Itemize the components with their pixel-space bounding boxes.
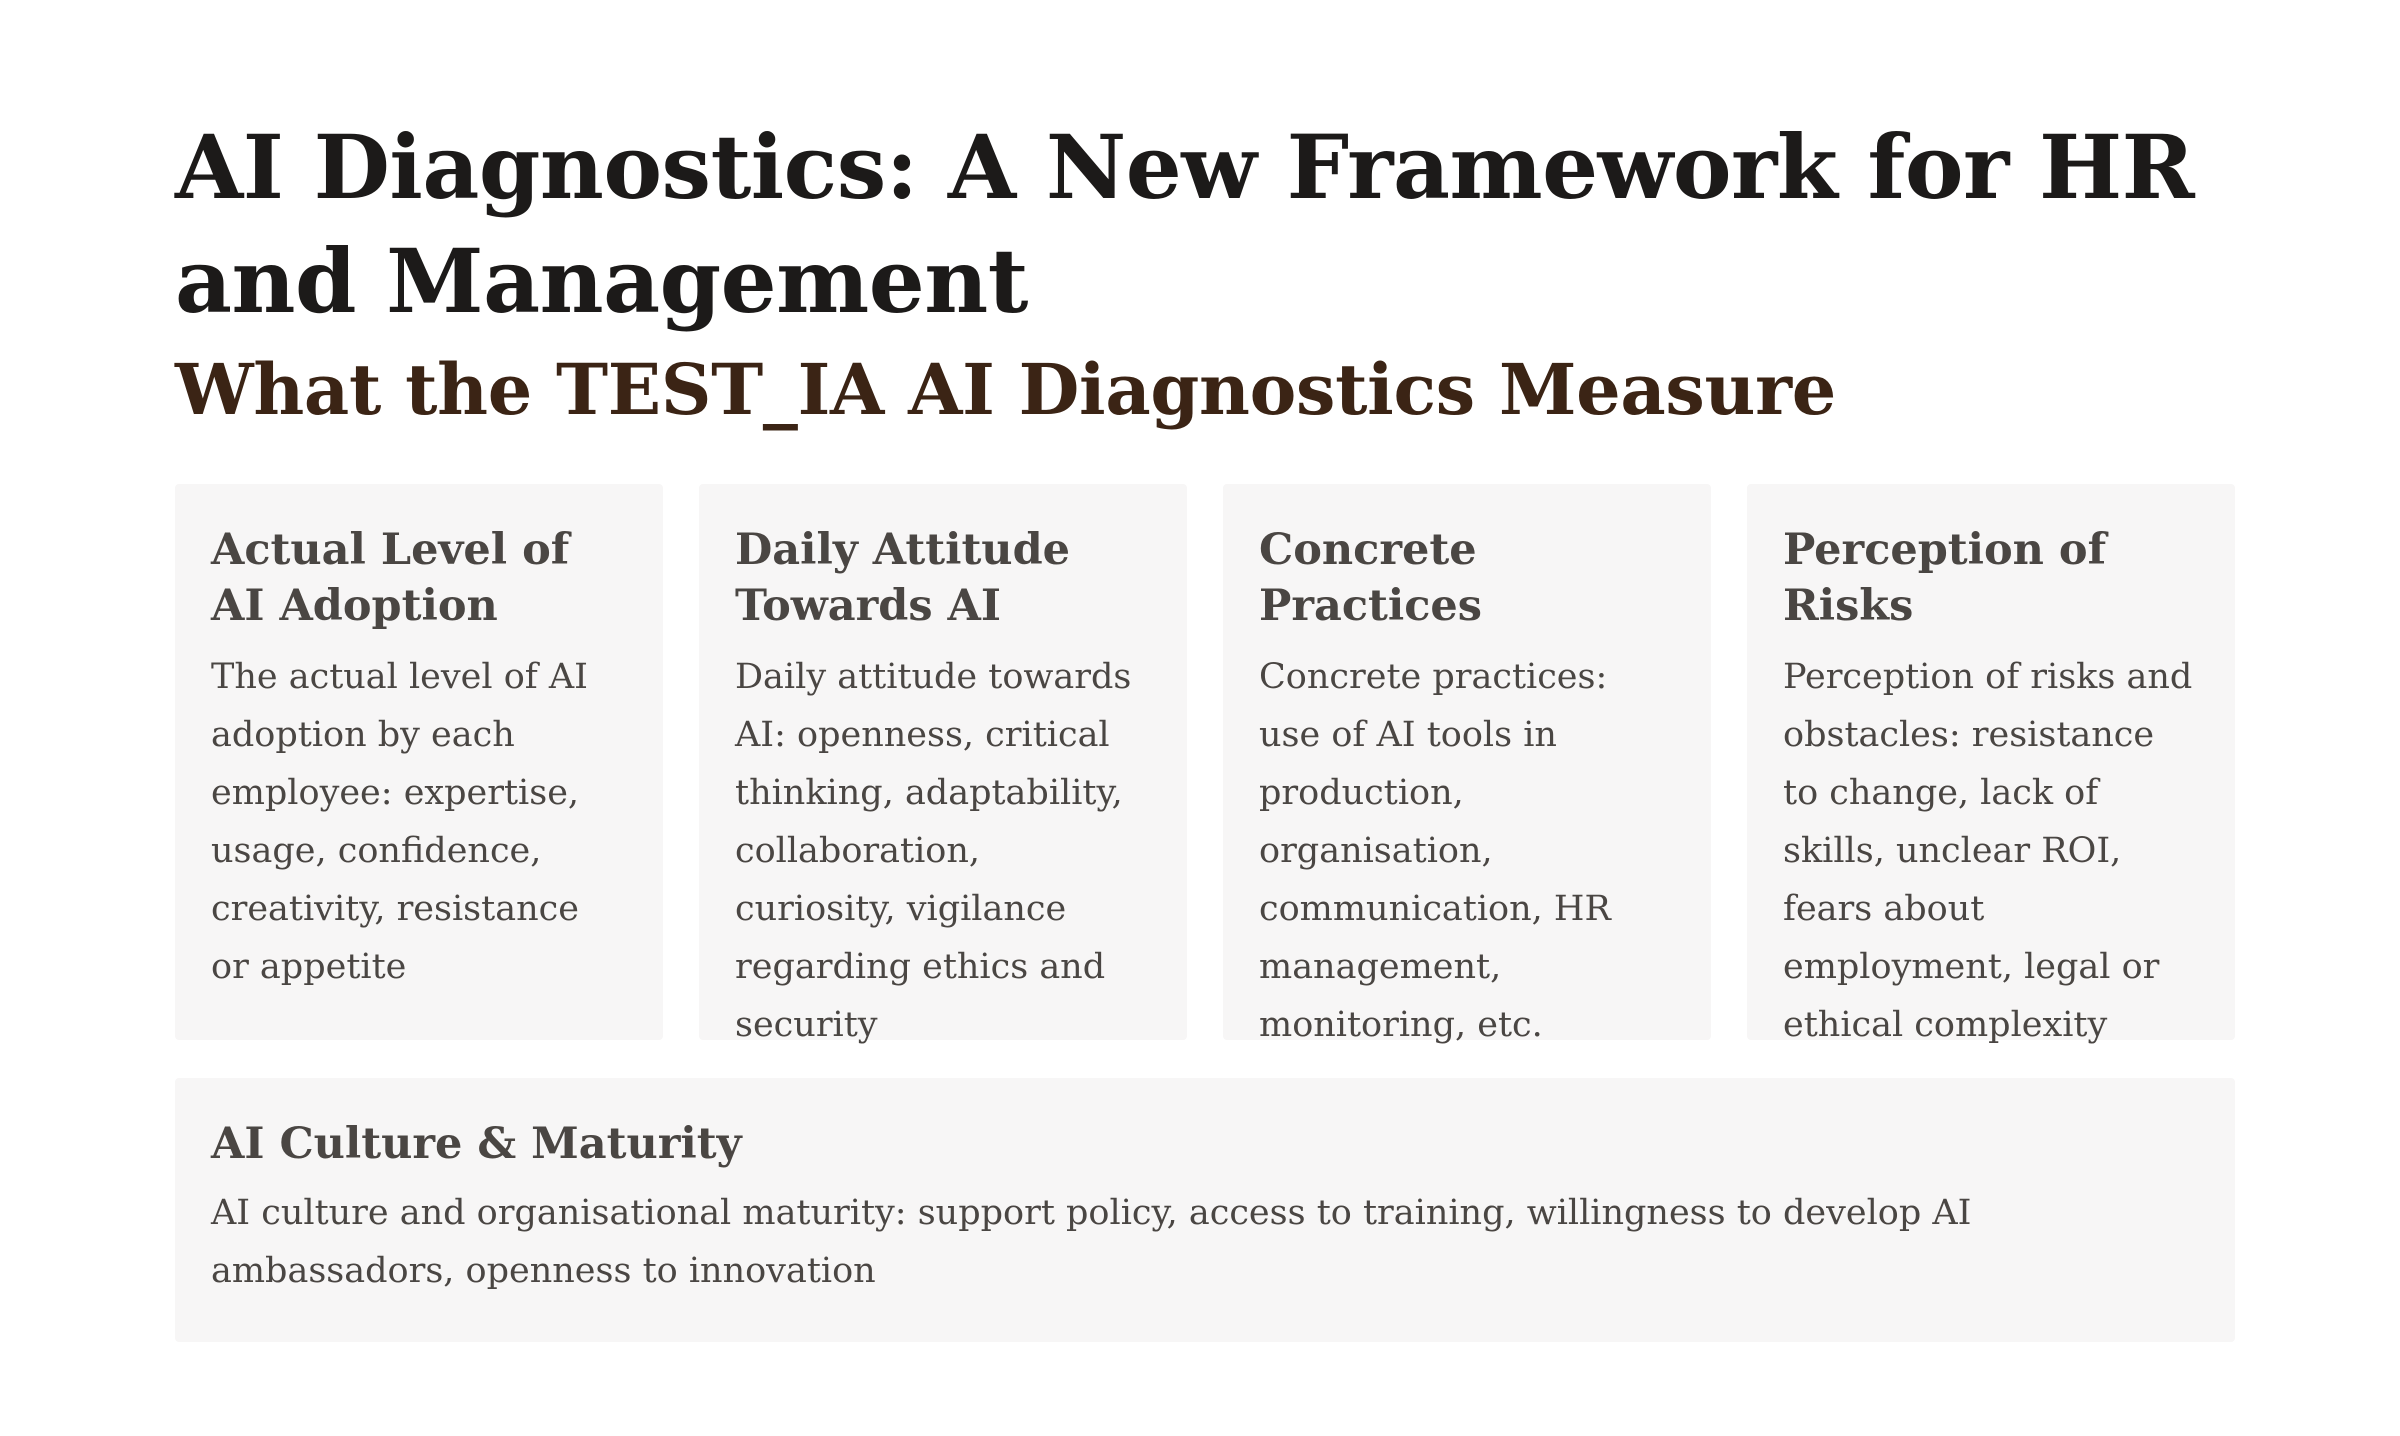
page-title: AI Diagnostics: A New Framework for HR and Management <box>175 115 2195 333</box>
measure-cards <box>175 484 2235 1045</box>
card-title: Concrete Practices <box>1259 525 1482 631</box>
document-page <box>175 110 2235 1291</box>
card-culture-maturity <box>175 1078 2235 1342</box>
card-adoption-level <box>175 484 663 1040</box>
card-title: Perception of Risks <box>1783 525 2107 631</box>
card-concrete-practices <box>1223 484 1711 1045</box>
card-risk-perception <box>1747 484 2235 1045</box>
page-subtitle: What the TEST_IA AI Diagnostics Measure <box>175 348 1836 431</box>
card-title: Daily Attitude Towards AI <box>735 525 1070 631</box>
card-title: Actual Level of AI Adoption <box>211 525 570 631</box>
card-title: AI Culture & Maturity <box>211 1119 742 1169</box>
card-body: The actual level of AI adoption by each employee: expertise, usage, confidence, creativity, resistance or appetite <box>211 657 588 987</box>
card-body: Daily attitude towards AI: openness, critical thinking, adaptability, collaboration, curiosity, vigilance regarding ethics and security <box>735 657 1132 1045</box>
card-body: Perception of risks and obstacles: resistance to change, lack of skills, unclear ROI, fears about employment, legal or ethical complexity <box>1783 657 2193 1045</box>
card-body: AI culture and organisational maturity: support policy, access to training, willingness to develop AI ambassadors, openness to innovation <box>211 1193 1972 1291</box>
card-daily-attitude <box>699 484 1187 1045</box>
card-body: Concrete practices: use of AI tools in production, organisation, communication, HR management, monitoring, etc. <box>1259 657 1611 1045</box>
